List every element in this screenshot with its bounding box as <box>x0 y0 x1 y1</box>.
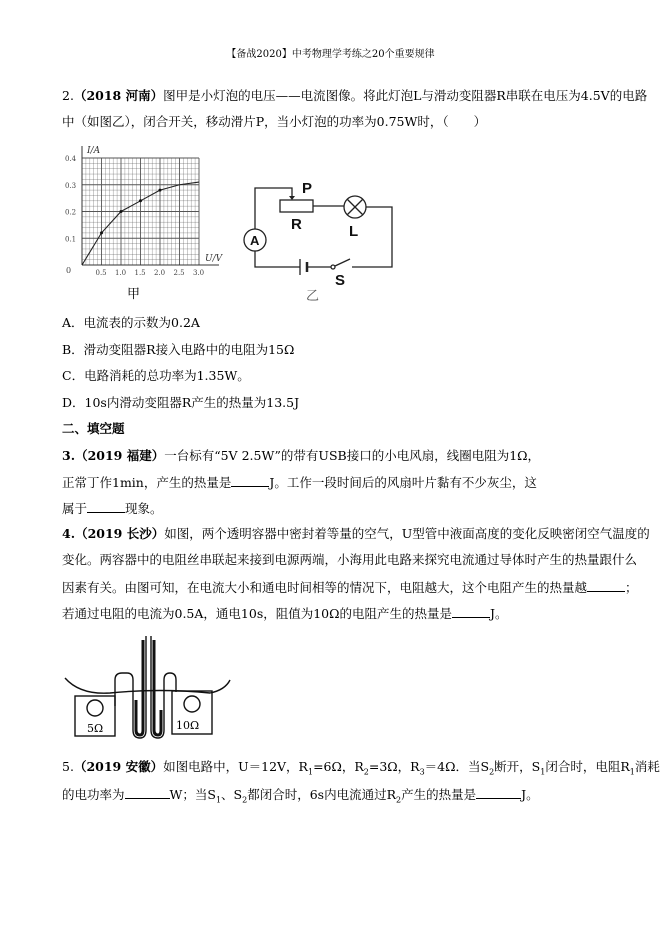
resistor-10-label: 10Ω <box>176 719 200 732</box>
circuit-diagram <box>244 188 392 275</box>
x-tick-label: 2.5 <box>173 269 185 277</box>
answer-blank[interactable] <box>476 786 521 799</box>
y-tick-label: 0.3 <box>65 181 77 190</box>
y-tick-label: 0.2 <box>65 208 77 217</box>
switch-icon <box>331 265 335 269</box>
data-point <box>100 231 103 234</box>
answer-blank[interactable] <box>87 500 125 513</box>
x-tick-label: 3.0 <box>193 269 205 277</box>
answer-blank[interactable] <box>452 605 490 618</box>
q2-line2: 中（如图乙），闭合开关，移动滑片P，当小灯泡的功率为0.75W时，（ ） <box>62 114 487 129</box>
section-heading: 二、填空题 <box>62 421 125 436</box>
y-axis-label: I/A <box>87 146 101 156</box>
x-axis-label: U/V <box>205 254 223 264</box>
x-tick-label: 1.0 <box>115 269 127 277</box>
origin-label: 0 <box>66 266 72 275</box>
q3-line3: 属于 现象。 <box>62 501 163 516</box>
x-tick-label: 2.0 <box>154 269 166 277</box>
wire <box>255 251 300 267</box>
q5-line1: 5.（2019 安徽）如图电路中，U＝12V，$R_1=6\Omega$，$R_2=3\Omega$，$R_3=4\Omega$．当$S_2$断开，$S_1$闭合时，电阻$R_1$消耗 <box>62 759 660 777</box>
y-tick-label: 0.4 <box>65 155 77 163</box>
resistor-5-label: 5Ω <box>87 722 104 735</box>
answer-blank[interactable] <box>125 786 170 799</box>
q2-number: 2. <box>62 88 74 103</box>
label-p: P <box>302 180 313 197</box>
data-point <box>139 199 142 202</box>
answer-blank[interactable] <box>231 474 269 487</box>
u-tube <box>115 636 176 738</box>
q2-option-a: A．电流表的示数为0.2A <box>62 315 200 330</box>
label-a: A <box>250 233 260 248</box>
x-tick-label: 1.5 <box>134 269 146 277</box>
q2-text: 图甲是小灯泡的电压——电流图像。将此灯泡L与滑动变阻器R串联在电压为4.5V的电路 <box>163 88 648 103</box>
y-tick-label: 0.1 <box>65 235 77 244</box>
fig-b-label: 乙 <box>306 289 320 304</box>
q5-line2: 的电功率为 W；当$S_1$、$S_2$都闭合时，6s内电流通过$R_2$产生的热量是 J。 <box>62 787 539 805</box>
page-header: 【备战2020】中考物理学考练之20个重要规律 <box>226 49 435 60</box>
q3-line1: 3.（2019 福建）一台标有“5V 2.5W”的带有USB接口的小电风扇，线圈电阻为1Ω， <box>62 448 541 463</box>
q4-line1: 4.（2019 长沙）如图，两个透明容器中密封着等量的空气，U型管中液面高度的变化反映密闭空气温度的 <box>62 526 650 541</box>
rheostat-r <box>280 200 313 212</box>
q2-source: （2018 河南） <box>73 88 164 103</box>
data-point <box>159 189 162 192</box>
q4-line3: 因素有关。由图可知，在电流大小和通电时间相等的情况下，电阻越大，这个电阻产生的热量越 ； <box>62 580 638 595</box>
label-l: L <box>349 223 359 240</box>
data-point <box>120 210 123 213</box>
q3-line2: 正常丁作1min，产生的热量是 J。工作一段时间后的风扇叶片黏有不少灰尘，这 <box>62 475 537 490</box>
label-s: S <box>335 272 346 289</box>
q2-option-d: D．10s内滑动变阻器R产生的热量为13.5J <box>62 395 300 410</box>
q4-line4: 若通过电阻的电流为0.5A，通电10s，阻值为10Ω的电阻产生的热量是 J。 <box>62 606 508 621</box>
wire <box>255 188 280 229</box>
iv-chart <box>65 146 224 277</box>
fig-a-label: 甲 <box>127 287 141 302</box>
x-tick-label: 0.5 <box>95 269 107 277</box>
answer-blank[interactable] <box>587 579 625 592</box>
q2-option-c: C．电路消耗的总功率为1.35W。 <box>62 368 250 383</box>
q4-line2: 变化。两容器中的电阻丝串联起来接到电源两端，小海用此电路来探究电流通过导体时产生的热量跟什么 <box>62 552 638 567</box>
label-r: R <box>291 216 302 233</box>
q2-option-b: B．滑动变阻器R接入电路中的电阻为15Ω <box>62 342 295 357</box>
